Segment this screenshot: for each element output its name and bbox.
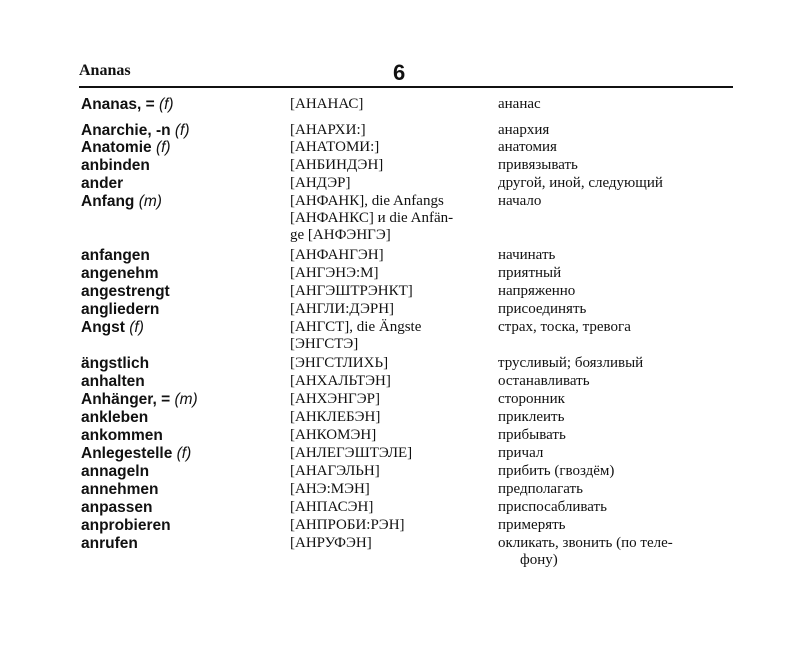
translation xyxy=(498,247,738,264)
transcription-line: [АНБИНДЭН] xyxy=(290,157,384,173)
headword-text: Anhänger, = xyxy=(81,391,171,408)
entry-row xyxy=(0,481,800,499)
transcription xyxy=(290,319,488,353)
headword xyxy=(81,247,150,265)
gender-marker: (f) xyxy=(129,319,144,336)
transcription xyxy=(290,157,488,174)
headword-text: ankommen xyxy=(81,427,163,444)
entry-row xyxy=(0,445,800,463)
entry-row xyxy=(0,265,800,283)
transcription xyxy=(290,517,488,534)
entry-row xyxy=(0,301,800,319)
translation-line: причал xyxy=(498,445,544,461)
transcription-line: [АНГЛИ:ДЭРН] xyxy=(290,301,395,317)
transcription-line: [АНАТОМИ:] xyxy=(290,139,380,155)
translation xyxy=(498,445,738,462)
headword xyxy=(81,175,123,193)
translation xyxy=(498,391,738,408)
translation-line: другой, иной, следующий xyxy=(498,175,663,191)
headword-text: angliedern xyxy=(81,301,160,318)
translation xyxy=(498,193,738,210)
headword xyxy=(81,355,149,373)
headword-text: Anfang xyxy=(81,193,135,210)
transcription-line: [АНГЭШТРЭНКТ] xyxy=(290,283,413,299)
entry-row xyxy=(0,139,800,157)
headword xyxy=(81,139,171,157)
entry-row xyxy=(0,409,800,427)
translation xyxy=(498,373,738,390)
translation xyxy=(498,463,738,480)
translation-line: ананас xyxy=(498,96,541,112)
transcription-line: [АНФАНГЭН] xyxy=(290,247,384,263)
translation xyxy=(498,409,738,426)
gender-marker: (m) xyxy=(174,391,198,408)
transcription-line: [АНЭ:МЭН] xyxy=(290,481,370,497)
transcription xyxy=(290,265,488,282)
headword xyxy=(81,319,144,337)
entry-row xyxy=(0,355,800,373)
transcription xyxy=(290,247,488,264)
transcription-line: [ЭНГСТЛИХЬ] xyxy=(290,355,389,371)
translation xyxy=(498,499,738,516)
transcription xyxy=(290,463,488,480)
gender-marker: (f) xyxy=(158,96,174,113)
transcription-line: [ЭНГСТЭ] xyxy=(290,336,359,352)
transcription-line: [АНПРОБИ:РЭН] xyxy=(290,517,405,533)
transcription-line: [АНРУФЭН] xyxy=(290,535,372,551)
headword xyxy=(81,193,162,211)
translation-line: начинать xyxy=(498,247,556,263)
translation xyxy=(498,265,738,282)
headword xyxy=(81,96,174,114)
translation-line: сторонник xyxy=(498,391,565,407)
translation xyxy=(498,301,738,318)
translation xyxy=(498,122,738,139)
headword xyxy=(81,499,153,517)
transcription-line: [АНАРХИ:] xyxy=(290,122,366,138)
transcription xyxy=(290,283,488,300)
entry-row xyxy=(0,122,800,139)
transcription xyxy=(290,96,488,113)
transcription xyxy=(290,139,488,156)
translation xyxy=(498,139,738,156)
translation-line: напряженно xyxy=(498,283,576,299)
transcription-line: [АНХЭНГЭР] xyxy=(290,391,380,407)
headword-text: Anarchie, -n xyxy=(81,122,171,139)
entry-row xyxy=(0,175,800,193)
translation xyxy=(498,96,738,113)
page-number: 6 xyxy=(393,60,406,85)
transcription-line: [АНХАЛЬТЭН] xyxy=(290,373,391,389)
gender-marker: (f) xyxy=(174,122,190,139)
headword xyxy=(81,463,149,481)
translation xyxy=(498,535,738,569)
translation-line: прибывать xyxy=(498,427,566,443)
transcription-line: [АНЛЕГЭШТЭЛЕ] xyxy=(290,445,413,461)
headword-text: anrufen xyxy=(81,535,138,552)
transcription-line: [АНКОМЭН] xyxy=(290,427,377,443)
transcription-line: [АНПАСЭН] xyxy=(290,499,374,515)
headword xyxy=(81,373,145,391)
headword xyxy=(81,427,163,445)
entry-row xyxy=(0,193,800,247)
headword-text: annageln xyxy=(81,463,150,480)
entry-row xyxy=(0,427,800,445)
headword-text: angenehm xyxy=(81,265,159,282)
transcription xyxy=(290,193,488,244)
transcription xyxy=(290,409,488,426)
entry-row xyxy=(0,535,800,575)
entry-list xyxy=(0,96,800,575)
translation-line: останавливать xyxy=(498,373,590,389)
translation-line: прибить (гвоздём) xyxy=(498,463,615,479)
translation-line: трусливый; боязливый xyxy=(498,355,644,371)
entry-row xyxy=(0,157,800,175)
translation xyxy=(498,157,738,174)
headword xyxy=(81,481,159,499)
gender-marker: (f) xyxy=(176,445,192,462)
headword-text: annehmen xyxy=(81,481,159,498)
translation xyxy=(498,355,738,372)
headword-text: Ananas, = xyxy=(81,96,155,113)
transcription xyxy=(290,373,488,390)
translation-line: окликать, звонить (по теле- xyxy=(498,535,673,551)
transcription xyxy=(290,391,488,408)
headword xyxy=(81,265,159,283)
transcription-line: [АНКЛЕБЭН] xyxy=(290,409,381,425)
guide-word: Ananas xyxy=(79,62,131,79)
translation-line: приклеить xyxy=(498,409,565,425)
transcription-line: [АНГЭНЭ:М] xyxy=(290,265,379,281)
headword-text: anpassen xyxy=(81,499,153,516)
transcription xyxy=(290,355,488,372)
transcription xyxy=(290,122,488,139)
transcription-line: [АНАГЭЛЬН] xyxy=(290,463,380,479)
translation xyxy=(498,427,738,444)
transcription xyxy=(290,535,488,552)
transcription-line: [АНДЭР] xyxy=(290,175,351,191)
entry-row xyxy=(0,319,800,355)
entry-row xyxy=(0,373,800,391)
headword xyxy=(81,445,191,463)
transcription xyxy=(290,175,488,192)
headword xyxy=(81,535,138,553)
transcription-line: [АНФАНК], die Anfangs xyxy=(290,193,444,209)
entry-row xyxy=(0,247,800,265)
translation-line: приятный xyxy=(498,265,562,281)
transcription-line: ge [АНФЭНГЭ] xyxy=(290,227,391,243)
transcription xyxy=(290,445,488,462)
translation-line: страх, тоска, тревога xyxy=(498,319,631,335)
headword-text: Anatomie xyxy=(81,139,152,156)
translation-line: привязывать xyxy=(498,157,578,173)
gender-marker: (f) xyxy=(155,139,171,156)
transcription xyxy=(290,499,488,516)
translation-line: фону) xyxy=(520,552,558,568)
entry-row xyxy=(0,283,800,301)
transcription-line: [АНФАНКС] и die Anfän- xyxy=(290,210,454,226)
transcription-line: [АНГСТ], die Ängste xyxy=(290,319,422,335)
headword xyxy=(81,283,170,301)
headword xyxy=(81,517,171,535)
translation xyxy=(498,175,738,192)
headword xyxy=(81,301,159,319)
translation xyxy=(498,517,738,534)
headword-text: Angst xyxy=(81,319,125,336)
translation-line: предполагать xyxy=(498,481,583,497)
headword xyxy=(81,122,190,140)
translation-line: примерять xyxy=(498,517,566,533)
headword-text: anfangen xyxy=(81,247,150,264)
headword xyxy=(81,391,198,409)
entry-row xyxy=(0,463,800,481)
entry-row xyxy=(0,517,800,535)
translation-line: анархия xyxy=(498,122,550,138)
headword-text: ankleben xyxy=(81,409,149,426)
headword-text: anhalten xyxy=(81,373,145,390)
transcription xyxy=(290,427,488,444)
header-rule xyxy=(79,86,733,88)
transcription-line: [АНАНАС] xyxy=(290,96,364,112)
headword xyxy=(81,157,150,175)
entry-row xyxy=(0,96,800,122)
headword-text: Anlegestelle xyxy=(81,445,173,462)
translation xyxy=(498,283,738,300)
headword xyxy=(81,409,148,427)
headword-text: angestrengt xyxy=(81,283,170,300)
headword-text: ander xyxy=(81,175,124,192)
entry-row xyxy=(0,391,800,409)
gender-marker: (m) xyxy=(138,193,162,210)
translation-line: анатомия xyxy=(498,139,557,155)
headword-text: ängstlich xyxy=(81,355,150,372)
translation-line: присоединять xyxy=(498,301,587,317)
translation-line: приспосабливать xyxy=(498,499,607,515)
headword-text: anbinden xyxy=(81,157,150,174)
headword-text: anprobieren xyxy=(81,517,171,534)
translation xyxy=(498,319,738,336)
translation xyxy=(498,481,738,498)
entry-row xyxy=(0,499,800,517)
transcription xyxy=(290,481,488,498)
transcription xyxy=(290,301,488,318)
translation-line: начало xyxy=(498,193,542,209)
